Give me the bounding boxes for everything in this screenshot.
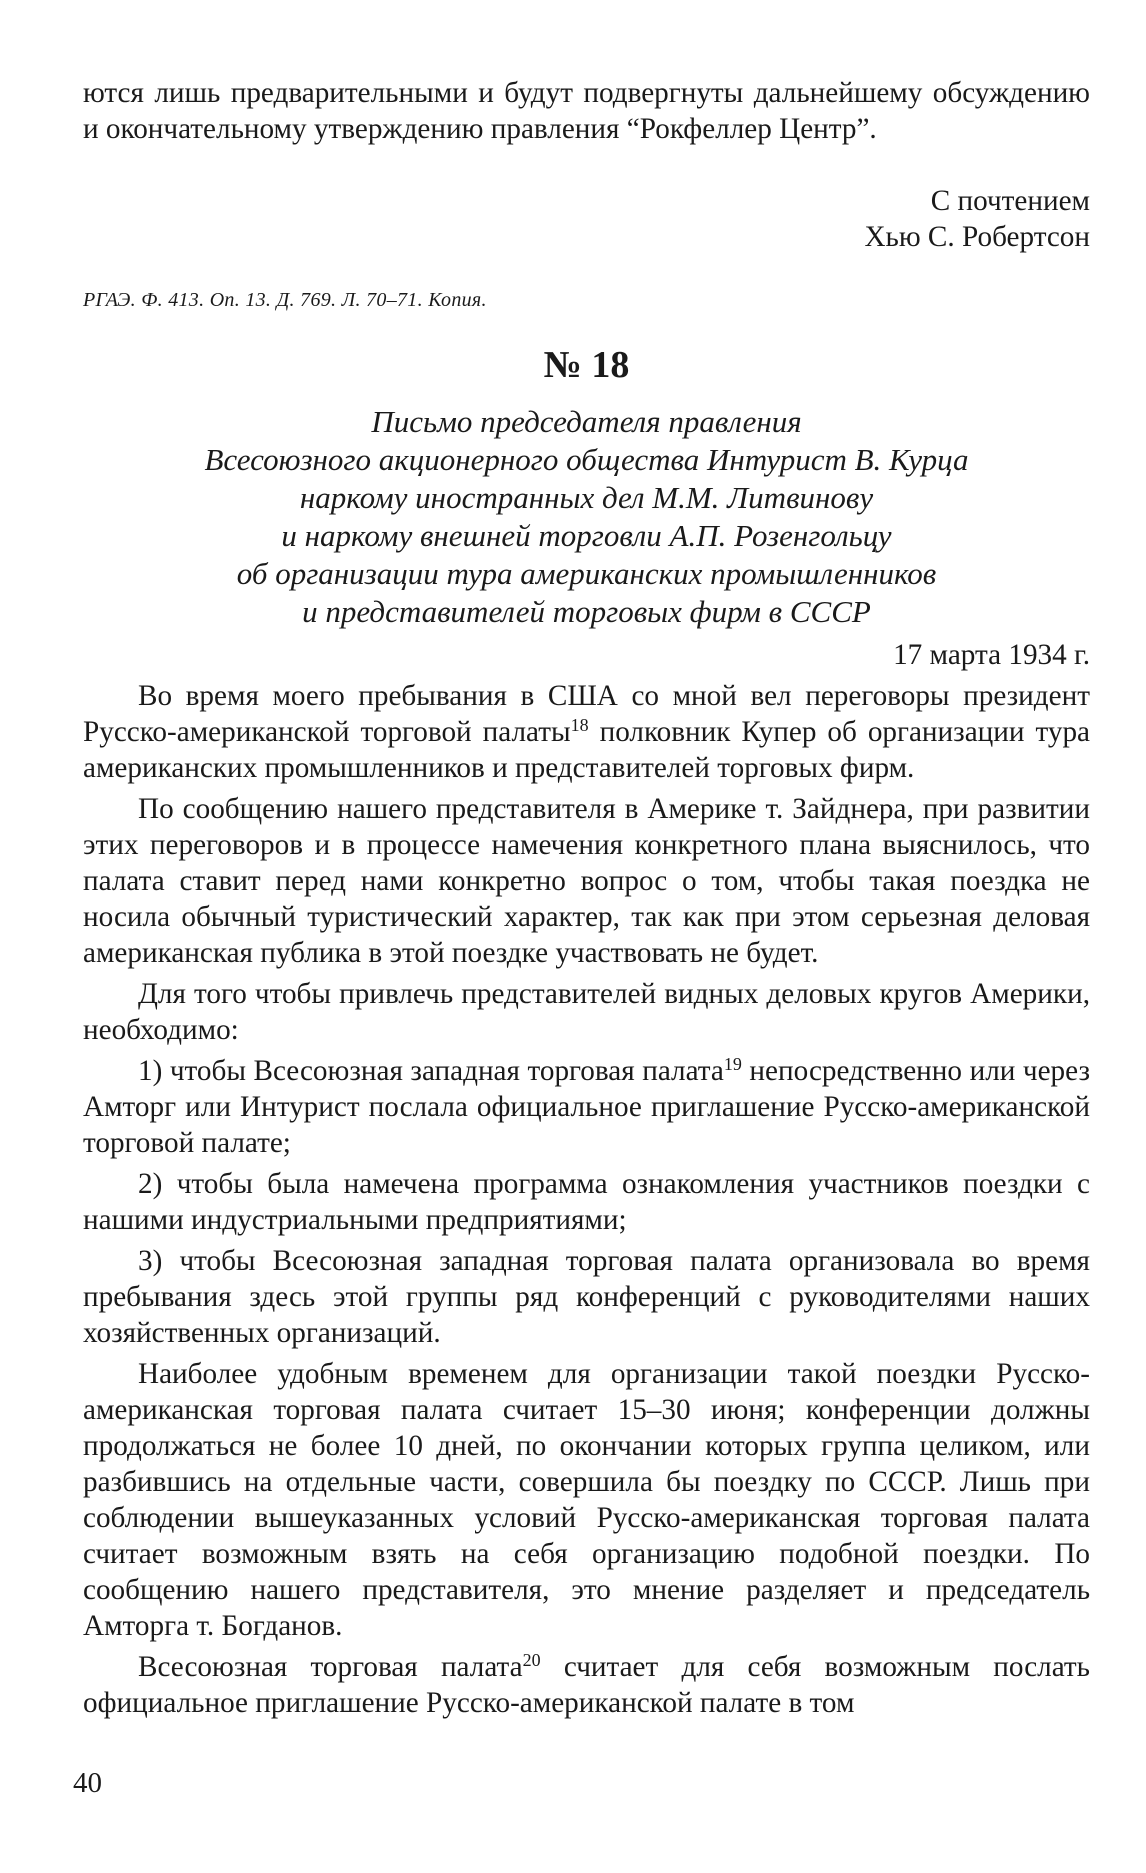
footnote-ref: 20	[522, 1650, 541, 1670]
document-title	[83, 403, 1090, 631]
title-line: Письмо председателя правления	[371, 404, 802, 439]
paragraph: Всесоюзная торговая палата$^{20}$ считает для себя возможным послать официальное приглашение Русско-американской палате в том	[83, 1650, 1090, 1719]
archive-source-note: РГАЭ. Ф. 413. Оп. 13. Д. 769. Л. 70–71. Копия.	[83, 289, 487, 311]
paragraph: По сообщению нашего представителя в Америке т. Зайднера, при развитии этих переговоров и в процессе намечения конкретного плана выяснилось, что палата ставит перед нами конкретно вопрос о том, чтобы такая поездка не носила обычный туристический характер, так как при этом серьезная деловая американская публика в этой поездке участвовать не будет.	[83, 793, 1090, 969]
list-item: 2) чтобы была намечена программа ознакомления участников поездки с нашими индустриальными предприятиями;	[83, 1168, 1090, 1236]
paragraph: Во время моего пребывания в США со мной вел переговоры президент Русско-американской торговой палаты$^{18}$ полковник Купер об организации тура американских промышленников и представителей торговых фирм.	[83, 680, 1090, 784]
document-date: 17 марта 1934 г.	[893, 639, 1090, 671]
document-number: № 18	[543, 344, 630, 386]
paragraph: Наиболее удобным временем для организации такой поездки Русско-американская торговая палата считает 15–30 июня; конференции должны продолжаться не более 10 дней, по окончании которых группа целиком, или разбившись на отдельные части, совершила бы поездку по СССР. Лишь при соблюдении вышеуказанных условий Русско-американская торговая палата считает возможным взять на себя организацию подобной поездки. По сообщению нашего представителя, это мнение разделяет и председатель Амторга т. Богданов.	[83, 1358, 1090, 1642]
paragraph: Для того чтобы привлечь представителей видных деловых кругов Америки, необходимо:	[83, 978, 1090, 1046]
page-number: 40	[73, 1767, 102, 1799]
footnote-ref: 19	[723, 1054, 742, 1074]
title-line: наркому иностранных дел М.М. Литвинову	[299, 480, 874, 515]
title-line: и представителей торговых фирм в СССР	[302, 594, 871, 629]
continuation-paragraph: ются лишь предварительными и будут подвергнуты дальнейшему обсуждению и окончательному утверждению правления “Рокфеллер Центр”.	[83, 77, 1090, 145]
title-line: и наркому внешней торговли А.П. Розенгольцу	[281, 518, 892, 553]
closing-salutation: С почтением	[930, 185, 1090, 217]
list-item: 3) чтобы Всесоюзная западная торговая палата организовала во время пребывания здесь этой группы ряд конференций с руководителями наших хозяйственных организаций.	[83, 1245, 1090, 1349]
footnote-ref: 18	[570, 715, 589, 735]
closing-signature: Хью С. Робертсон	[864, 221, 1090, 253]
page-body	[83, 75, 1090, 1721]
list-item: 1) чтобы Всесоюзная западная торговая палата$^{19}$ непосредственно или через Амторг или Интурист послала официальное приглашение Русско-американской торговой палате;	[83, 1054, 1090, 1159]
title-line: об организации тура американских промышленников	[236, 556, 937, 591]
title-line: Всесоюзного акционерного общества Интурист В. Курца	[204, 442, 969, 477]
